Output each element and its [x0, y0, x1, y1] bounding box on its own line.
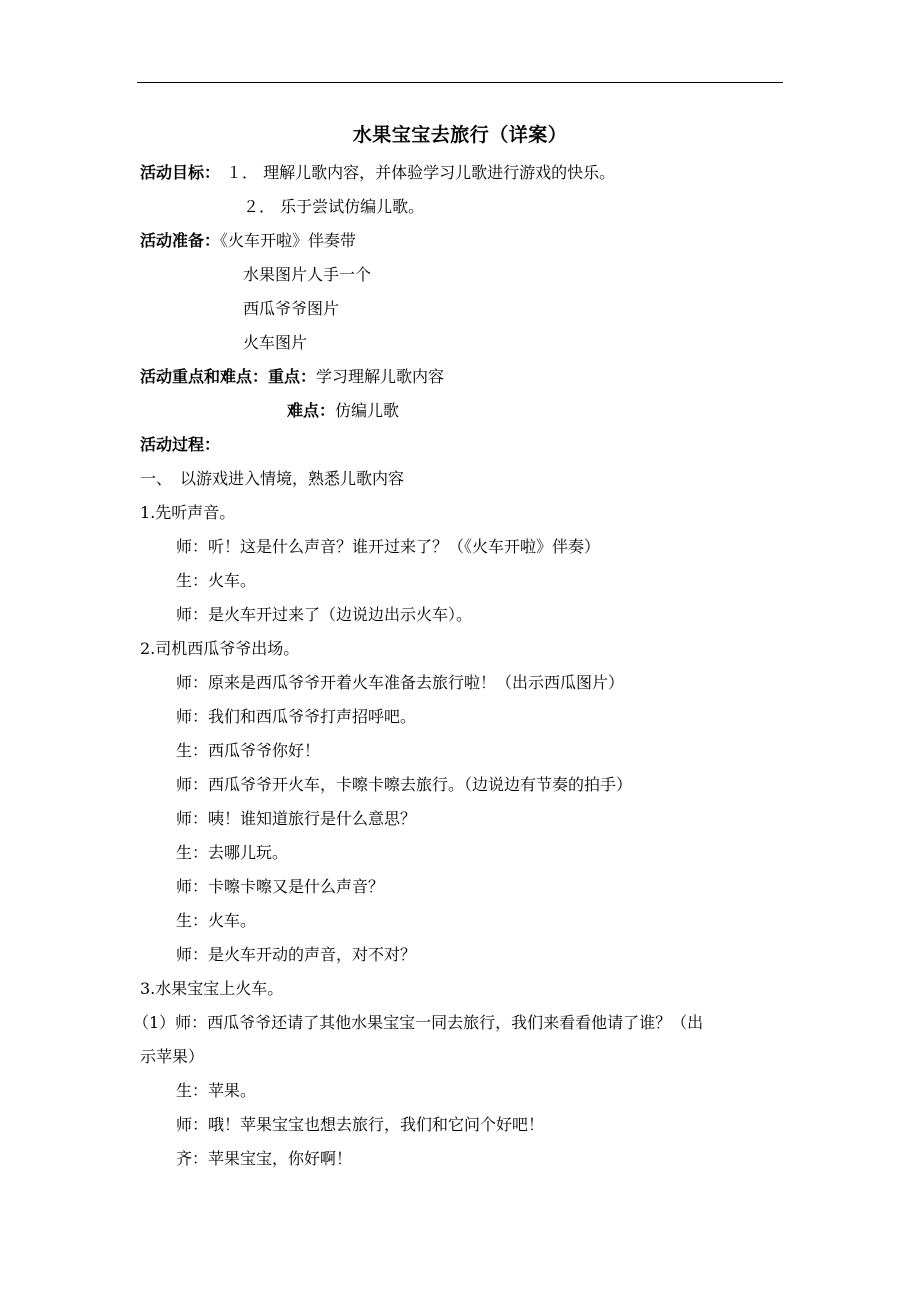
prep-item-1: 《火车开啦》伴奏带 [220, 231, 357, 250]
step-2-heading: 2.司机西瓜爷爷出场。 [140, 639, 300, 658]
step-1-heading: 1.先听声音。 [140, 503, 236, 522]
dialogue-line: 生：去哪儿玩。 [176, 843, 289, 862]
difficulty-label: 难点： [287, 401, 336, 420]
step-3-heading: 3.水果宝宝上火车。 [140, 979, 284, 998]
header-rule [137, 82, 783, 83]
difficulty: 仿编儿歌 [335, 401, 400, 420]
dialogue-line: 师：哦！苹果宝宝也想去旅行，我们和它问个好吧！ [176, 1115, 545, 1134]
goal-item-1: １． 理解儿歌内容，并体验学习儿歌进行游戏的快乐。 [226, 163, 616, 182]
key-point-label: 重点： [268, 367, 317, 386]
dialogue-line: （1）师：西瓜爷爷还请了其他水果宝宝一同去旅行，我们来看看他请了谁？（出 [133, 1013, 704, 1032]
dialogue-line: 师：听！这是什么声音？谁开过来了？（《火车开啦》伴奏） [176, 537, 601, 556]
dialogue-line: 生：火车。 [176, 571, 257, 590]
process-label: 活动过程： [140, 435, 221, 454]
key-point: 学习理解儿歌内容 [316, 367, 445, 386]
dialogue-line: 生：苹果。 [176, 1081, 257, 1100]
goal-label: 活动目标： [140, 163, 221, 182]
dialogue-line: 师：西瓜爷爷开火车，卡嚓卡嚓去旅行。（边说边有节奏的拍手） [176, 775, 633, 794]
dialogue-line: 生：火车。 [176, 911, 257, 930]
section-1-heading: 一、 以游戏进入情境，熟悉儿歌内容 [140, 469, 405, 488]
difficulty-line [287, 401, 399, 421]
prep-item-3: 西瓜爷爷图片 [243, 299, 340, 318]
dialogue-line: 生：西瓜爷爷你好！ [176, 741, 321, 760]
key-label: 活动重点和难点： [140, 367, 269, 386]
prep-line-1 [140, 231, 356, 251]
dialogue-line: 师：是火车开动的声音，对不对？ [176, 945, 417, 964]
prep-item-2: 水果图片人手一个 [243, 265, 372, 284]
prep-item-4: 火车图片 [243, 333, 308, 352]
dialogue-line: 师：咦！谁知道旅行是什么意思？ [176, 809, 417, 828]
dialogue-line: 师：卡嚓卡嚓又是什么声音？ [176, 877, 385, 896]
dialogue-line: 师：原来是西瓜爷爷开着火车准备去旅行啦！（出示西瓜图片） [176, 673, 625, 692]
dialogue-line: 师：是火车开过来了（边说边出示火车）。 [176, 605, 473, 624]
dialogue-line: 示苹果） [140, 1047, 205, 1066]
key-line [140, 367, 444, 387]
dialogue-line: 齐：苹果宝宝，你好啊！ [176, 1149, 353, 1168]
goal-line-1 [140, 163, 615, 183]
dialogue-line: 师：我们和西瓜爷爷打声招呼吧。 [176, 707, 417, 726]
document-title: 水果宝宝去旅行（详案） [352, 124, 568, 146]
prep-label: 活动准备： [140, 231, 221, 250]
goal-item-2: ２． 乐于尝试仿编儿歌。 [243, 197, 425, 216]
